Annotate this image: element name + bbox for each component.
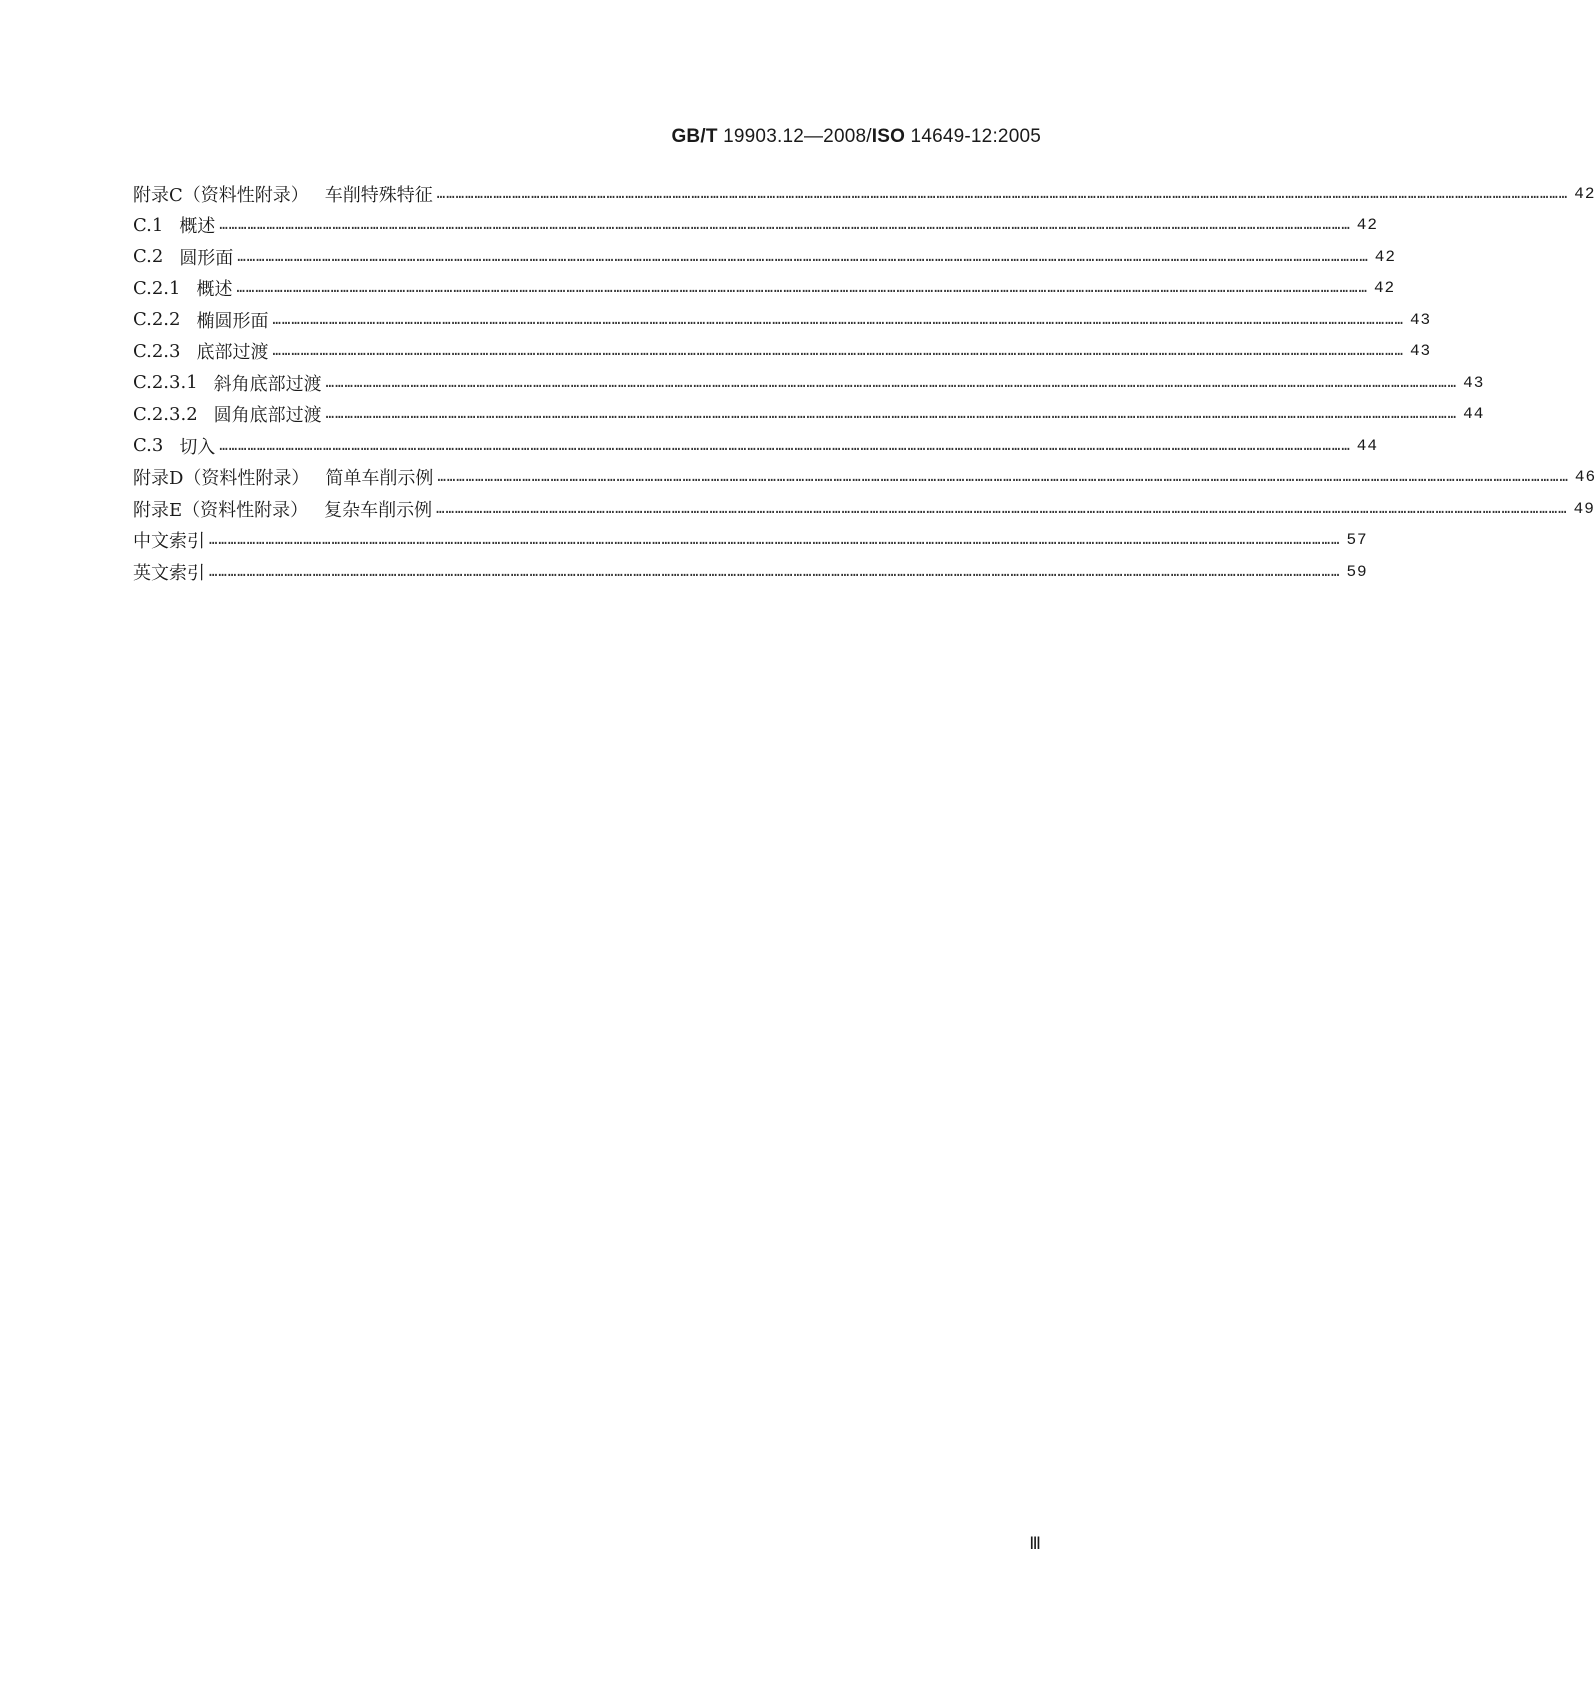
toc-leader-dots: ……………………………………………………………………………………………………………………………………………………………………………………………………………………………………………………………………………………………………………………………… [436, 500, 1568, 517]
toc-entry[interactable] [133, 178, 1596, 210]
toc-entry-title: 概述 [196, 279, 233, 301]
toc-entry-page: 49 [1573, 499, 1595, 518]
toc-leader-dots: ……………………………………………………………………………………………………………………………………………………………………………………………………………………………………………………………………………………………………………………………… [237, 248, 1369, 265]
toc-entry-title: 椭圆形面 [196, 310, 269, 332]
toc-leader-dots: ……………………………………………………………………………………………………………………………………………………………………………………………………………………………………………………………………………………………………………………………… [436, 185, 1569, 202]
standard-number: 19903.12—2008/ [723, 126, 872, 147]
toc-entry[interactable] [133, 462, 1596, 494]
document-header [671, 126, 1041, 148]
toc-entry-label: 中文索引 [133, 531, 205, 553]
toc-entry-label: C.2.3 [133, 340, 181, 362]
toc-entry-label: 英文索引 [133, 562, 205, 584]
toc-leader-dots: ……………………………………………………………………………………………………………………………………………………………………………………………………………………………………………………………………………………………………………………………… [272, 311, 1404, 328]
toc-entry-title: 圆形面 [179, 247, 234, 269]
iso-number: 14649-12:2005 [910, 126, 1041, 147]
toc-entry-label: C.1 [133, 214, 164, 236]
toc-leader-dots: ……………………………………………………………………………………………………………………………………………………………………………………………………………………………………………………………………………………………………………………………… [325, 406, 1458, 423]
toc-entry[interactable] [133, 430, 1378, 462]
toc-entry[interactable] [133, 304, 1432, 336]
toc-entry-label: C.3 [133, 435, 164, 457]
toc-entry-page: 43 [1409, 342, 1432, 361]
toc-entry[interactable] [133, 525, 1368, 557]
toc-entry-title: 圆角底部过渡 [213, 405, 322, 427]
toc-entry-page: 46 [1574, 468, 1596, 487]
toc-entry-label: C.2.1 [133, 277, 181, 299]
toc-entry[interactable] [133, 336, 1432, 368]
toc-leader-dots: ……………………………………………………………………………………………………………………………………………………………………………………………………………………………………………………………………………………………………………………………… [236, 280, 1368, 297]
toc-entry[interactable] [133, 210, 1378, 242]
toc-entry-title: 概述 [179, 216, 216, 238]
toc-entry-title: 底部过渡 [196, 342, 269, 364]
toc-entry-page: 42 [1574, 184, 1596, 203]
toc-entry-page: 59 [1346, 562, 1368, 581]
toc-leader-dots: ……………………………………………………………………………………………………………………………………………………………………………………………………………………………………………………………………………………………………………………………… [209, 532, 1341, 549]
toc-leader-dots: ……………………………………………………………………………………………………………………………………………………………………………………………………………………………………………………………………………………………………………………………… [219, 217, 1351, 234]
toc-entry-page: 42 [1374, 247, 1396, 266]
toc-entry-label: 附录C（资料性附录） [133, 184, 309, 206]
toc-entry-page: 44 [1356, 436, 1378, 455]
toc-entry-title: 车削特殊特征 [324, 184, 433, 206]
toc-entry-page: 42 [1356, 216, 1378, 235]
iso-prefix: ISO [871, 126, 906, 147]
toc-entry-title: 复杂车削示例 [324, 499, 433, 521]
toc-entry-label: 附录D（资料性附录） [133, 468, 310, 490]
toc-entry-page: 43 [1463, 373, 1485, 392]
toc-entry[interactable] [133, 399, 1485, 431]
toc-entry[interactable] [133, 273, 1396, 305]
toc-entry-title: 切入 [179, 436, 216, 458]
page-number: Ⅲ [1029, 1534, 1041, 1553]
toc-leader-dots: ……………………………………………………………………………………………………………………………………………………………………………………………………………………………………………………………………………………………………………………………… [325, 374, 1458, 391]
toc-entry-page: 44 [1463, 405, 1485, 424]
toc-leader-dots: ……………………………………………………………………………………………………………………………………………………………………………………………………………………………………………………………………………………………………………………………… [209, 563, 1341, 580]
toc-entry[interactable] [133, 493, 1595, 525]
toc-leader-dots: ……………………………………………………………………………………………………………………………………………………………………………………………………………………………………………………………………………………………………………………………… [437, 469, 1569, 486]
toc-entry-label: C.2.3.1 [133, 372, 198, 394]
toc-entry-title: 斜角底部过渡 [213, 373, 322, 395]
table-of-contents [133, 178, 1596, 588]
toc-entry-page: 43 [1409, 310, 1432, 329]
toc-leader-dots: ……………………………………………………………………………………………………………………………………………………………………………………………………………………………………………………………………………………………………………………………… [219, 437, 1351, 454]
standard-prefix: GB/T [671, 126, 718, 147]
toc-leader-dots: ……………………………………………………………………………………………………………………………………………………………………………………………………………………………………………………………………………………………………………………………… [272, 343, 1404, 360]
toc-entry[interactable] [133, 367, 1485, 399]
toc-entry-page: 42 [1373, 279, 1396, 298]
toc-entry[interactable] [133, 556, 1368, 588]
toc-entry-page: 57 [1346, 531, 1368, 550]
toc-entry-label: 附录E（资料性附录） [133, 499, 309, 521]
toc-entry-label: C.2.3.2 [133, 403, 198, 425]
toc-entry-title: 简单车削示例 [325, 468, 434, 490]
toc-entry-label: C.2.2 [133, 309, 181, 331]
toc-entry[interactable] [133, 241, 1396, 273]
toc-entry-label: C.2 [133, 246, 164, 268]
